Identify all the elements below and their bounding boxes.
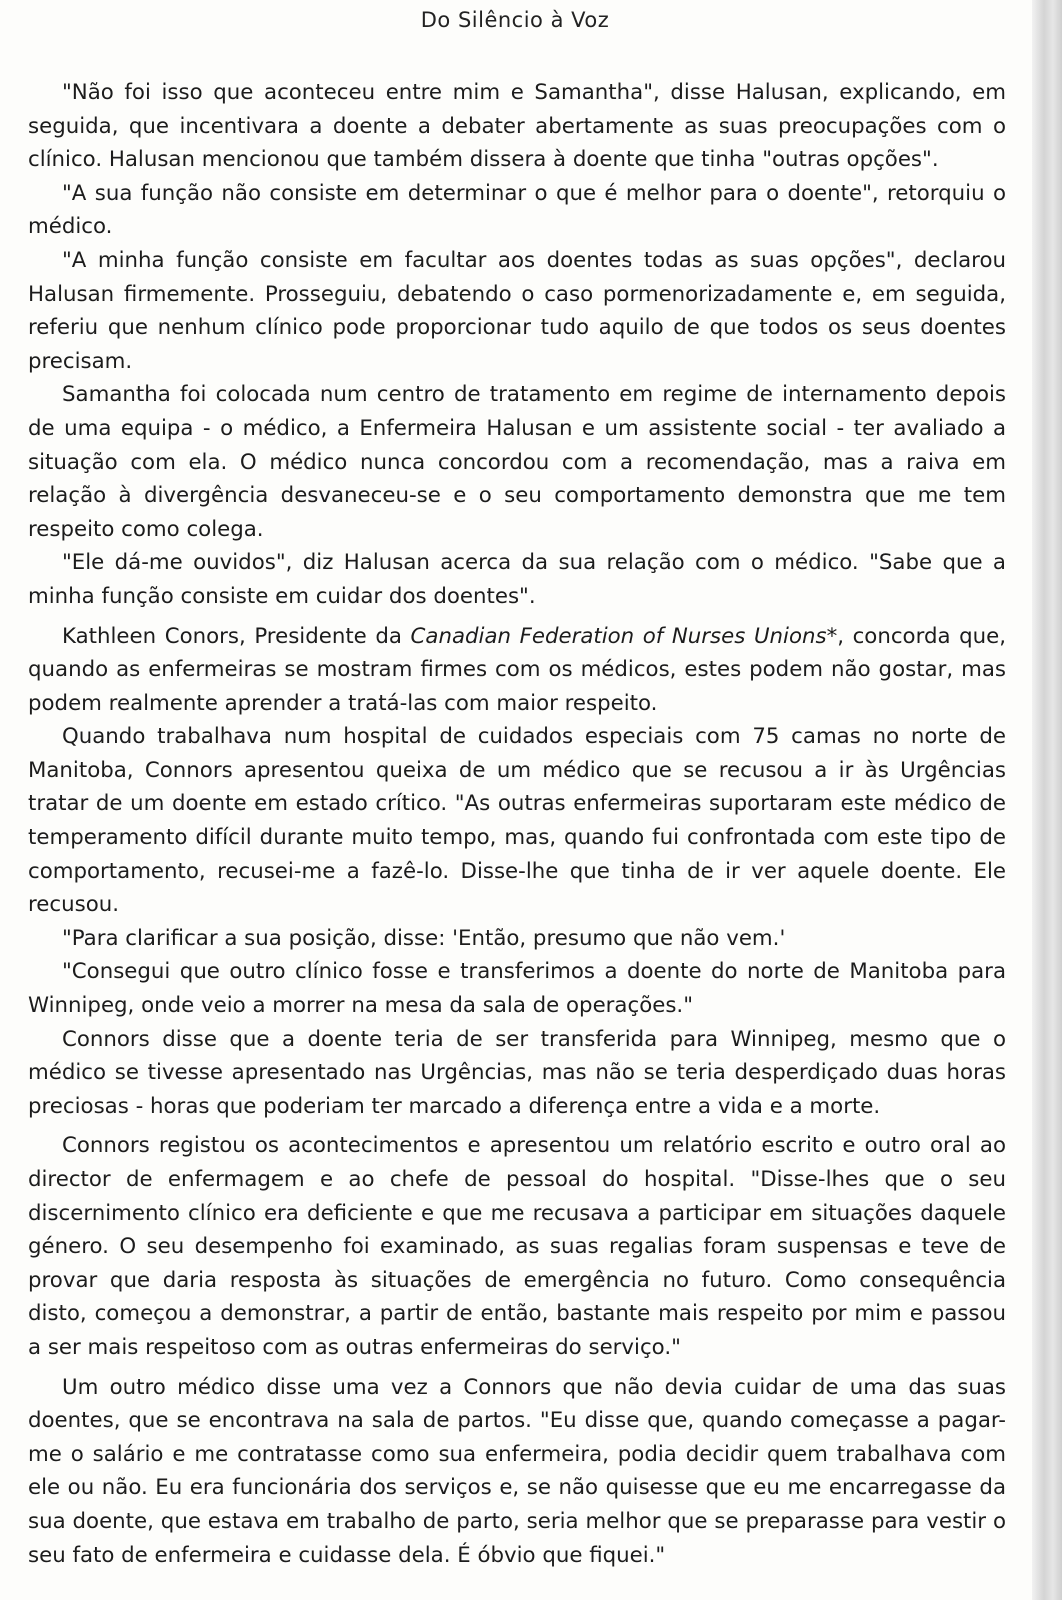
paragraph-2: "A sua função não consiste em determinar o que é melhor para o doente", retorquiu o médico. [28,180,1006,240]
paragraph-6-before: Kathleen Conors, Presidente da [62,623,411,649]
running-head: Do Silêncio à Voz [420,8,610,32]
paragraph-4: Samantha foi colocada num centro de tratamento em regime de internamento depois de uma equipa - o médico, a Enfermeira Halusan e um assistente social - ter avaliado a situação com ela. O médico nunca concordou com a recomendação, mas a raiva em relação à divergência desvaneceu-se e o seu comportamento demonstra que me tem respeito como colega. [28,382,1006,542]
paragraph-11: Connors registou os acontecimentos e apresentou um relatório escrito e outro oral ao director de enfermagem e ao chefe de pessoal do hospital. "Disse-lhes que o seu discernimento clínico era deficiente e que me recusava a participar em situações daquele género. O seu desempenho foi examinado, as suas regalias foram suspensas e teve de provar que daria resposta às situações de emergência no futuro. Como consequência disto, começou a demonstrar, a partir de então, bastante mais respeito por mim e passou a ser mais respeitoso com as outras enfermeiras do serviço." [28,1133,1006,1360]
paragraph-8: "Para clarificar a sua posição, disse: 'Então, presumo que não vem.' [62,925,786,951]
page-binding-edge [1032,0,1062,1600]
paragraph-9: "Consegui que outro clínico fosse e transferimos a doente do norte de Manitoba para Winnipeg, onde veio a morrer na mesa da sala de operações." [28,959,1006,1019]
text-body [28,76,1006,1572]
paragraph-6 [28,620,1006,721]
paragraph-12: Um outro médico disse uma vez a Connors que não devia cuidar de uma das suas doentes, que se encontrava na sala de partos. "Eu disse que, quando começasse a pagar-me o salário e me contratasse como sua enfermeira, podia decidir quem trabalhava com ele ou não. Eu era funcionária dos serviços e, se não quisesse que eu me encarregasse da sua doente, que estava em trabalho de parto, seria melhor que se preparasse para vestir o seu fato de enfermeira e cuidasse dela. É óbvio que fiquei." [28,1374,1006,1568]
organization-name: Canadian Federation of Nurses Unions [410,623,827,649]
paragraph-5: "Ele dá-me ouvidos", diz Halusan acerca da sua relação com o médico. "Sabe que a minha função consiste em cuidar dos doentes". [28,550,1006,609]
paragraph-3: "A minha função consiste em facultar aos doentes todas as suas opções", declarou Halusan firmemente. Prosseguiu, debatendo o caso pormenorizadamente e, em seguida, referiu que nenhum clínico pode proporcionar tudo aquilo de que todos os seus doentes precisam. [28,247,1006,374]
paragraph-6-after: *, concorda que, quando as enfermeiras se mostram firmes com os médicos, estes podem não gostar, mas podem realmente aprender a tratá-las com maior respeito. [28,623,1006,716]
paragraph-7: Quando trabalhava num hospital de cuidados especiais com 75 camas no norte de Manitoba, Connors apresentou queixa de um médico que se recusou a ir às Urgências tratar de um doente em estado crítico. "As outras enfermeiras suportaram este médico de temperamento difícil durante muito tempo, mas, quando fui confrontada com este tipo de comportamento, recusei-me a fazê-lo. Disse-lhe que tinha de ir ver aquele doente. Ele recusou. [28,724,1006,918]
paragraph-10: Connors disse que a doente teria de ser transferida para Winnipeg, mesmo que o médico se tivesse apresentado nas Urgências, mas não se teria desperdiçado duas horas preciosas - horas que poderiam ter marcado a diferença entre a vida e a morte. [28,1026,1006,1119]
paragraph-1: "Não foi isso que aconteceu entre mim e Samantha", disse Halusan, explicando, em seguida, que incentivara a doente a debater abertamente as suas preocupações com o clínico. Halusan mencionou que também dissera à doente que tinha "outras opções". [28,80,1006,173]
